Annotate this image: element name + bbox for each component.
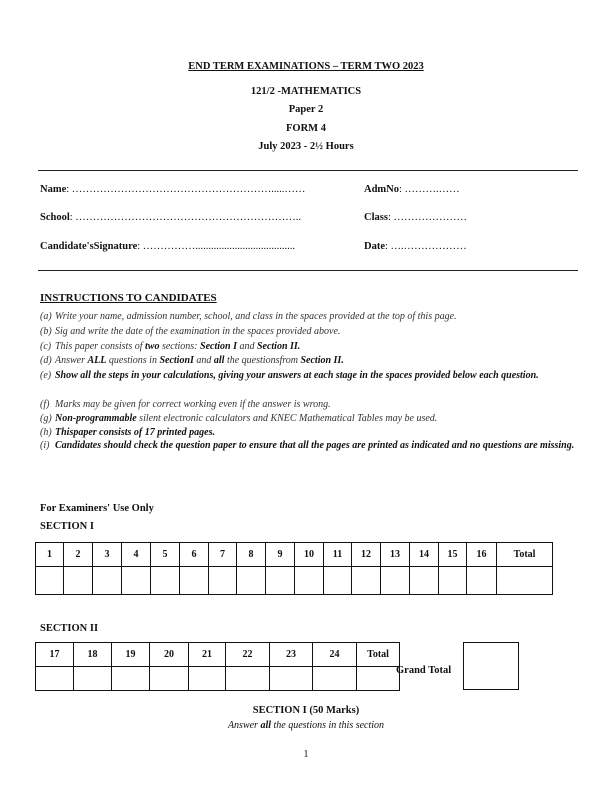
section1-col-header: Total — [497, 543, 553, 567]
exam-title: END TERM EXAMINATIONS – TERM TWO 2023 — [188, 61, 424, 72]
section1-col-header: 11 — [324, 543, 352, 567]
section2-label: SECTION II — [40, 623, 99, 634]
instruction-segment: sections: — [159, 341, 201, 352]
section2-score-table — [35, 642, 400, 691]
section1-col-header: 14 — [410, 543, 439, 567]
instruction-label: (i) — [40, 440, 50, 451]
section1-col-header: 16 — [467, 543, 497, 567]
adm-field[interactable] — [364, 184, 460, 195]
class-label: Class — [364, 212, 388, 223]
divider-bottom — [38, 270, 578, 271]
section2-score-cell[interactable] — [150, 667, 189, 691]
instruction-label: (e) — [40, 370, 52, 381]
instruction-item — [40, 370, 580, 382]
divider-top — [38, 170, 578, 171]
instruction-segment: questions in — [106, 355, 160, 366]
section-instruction — [0, 720, 612, 731]
instruction-segment: Marks may be given for correct working even if the answer is wrong. — [55, 399, 331, 410]
section1-label: SECTION I — [40, 521, 94, 532]
name-dots: : ………………………………………………….....…… — [66, 184, 306, 195]
instruction-emphasis: Show all the steps in your calculations, giving your answers at each stage in the spaces provided below each question. — [55, 370, 539, 381]
date-dots: : ….……………… — [385, 241, 467, 252]
section1-score-cell[interactable] — [467, 567, 497, 595]
answer-post: the questions in this section — [271, 720, 385, 731]
section2-score-cell[interactable] — [189, 667, 226, 691]
section1-score-cell[interactable] — [352, 567, 381, 595]
section1-score-row — [36, 567, 553, 595]
section1-col-header: 3 — [93, 543, 122, 567]
section1-col-header: 8 — [237, 543, 266, 567]
section2-col-header: 21 — [189, 643, 226, 667]
instruction-label: (d) — [40, 355, 52, 366]
section1-col-header: 1 — [36, 543, 64, 567]
section1-col-header: 10 — [295, 543, 324, 567]
section2-col-header: 23 — [270, 643, 313, 667]
instruction-item — [40, 326, 580, 338]
section2-score-row — [36, 667, 400, 691]
instruction-label: (b) — [40, 326, 52, 337]
instruction-item — [40, 399, 580, 411]
section2-score-cell[interactable] — [357, 667, 400, 691]
section1-score-cell[interactable] — [439, 567, 467, 595]
adm-label: AdmNo — [364, 184, 400, 195]
section1-score-cell[interactable] — [410, 567, 439, 595]
section2-header-row — [36, 643, 400, 667]
name-label: Name — [40, 184, 67, 195]
instruction-label: (h) — [40, 427, 52, 438]
examiners-heading: For Examiners' Use Only — [40, 503, 154, 514]
section1-col-header: 13 — [381, 543, 410, 567]
section1-score-cell[interactable] — [266, 567, 295, 595]
school-label: School — [40, 212, 70, 223]
instruction-text — [55, 413, 575, 425]
section1-col-header: 5 — [151, 543, 180, 567]
section1-score-table — [35, 542, 553, 595]
signature-field[interactable] — [40, 241, 295, 252]
section2-col-header: 22 — [226, 643, 270, 667]
class-dots: : ………………… — [387, 212, 467, 223]
section1-score-cell[interactable] — [122, 567, 151, 595]
instruction-item — [40, 440, 580, 452]
form: FORM 4 — [286, 123, 326, 134]
paper: Paper 2 — [288, 104, 324, 115]
instruction-item — [40, 427, 580, 439]
instructions-heading: INSTRUCTIONS TO CANDIDATES — [40, 292, 217, 304]
section1-score-cell[interactable] — [237, 567, 266, 595]
section-title: SECTION I (50 Marks) — [252, 705, 360, 716]
subject: 121/2 -MATHEMATICS — [250, 86, 362, 97]
instruction-item — [40, 413, 580, 425]
instruction-segment: Write your name, admission number, school, and class in the spaces provided at the top of this page. — [55, 311, 457, 322]
section1-score-cell[interactable] — [381, 567, 410, 595]
section2-col-header: 20 — [150, 643, 189, 667]
section1-col-header: 9 — [266, 543, 295, 567]
signature-dots: : ……………...................................... — [137, 241, 296, 252]
instruction-emphasis: Thispaper consists of 17 printed pages. — [55, 427, 216, 438]
date-field[interactable] — [364, 241, 467, 252]
answer-bold: all — [260, 720, 271, 731]
section2-col-header: 24 — [313, 643, 357, 667]
section2-score-cell[interactable] — [226, 667, 270, 691]
instruction-label: (g) — [40, 413, 52, 424]
instruction-emphasis: Section I — [200, 341, 237, 352]
instruction-label: (f) — [40, 399, 50, 410]
instruction-segment: Sig and write the date of the examination in the spaces provided above. — [55, 326, 341, 337]
page-number: 1 — [303, 749, 309, 760]
section1-score-cell[interactable] — [93, 567, 122, 595]
section1-score-cell[interactable] — [295, 567, 324, 595]
section1-score-cell[interactable] — [209, 567, 237, 595]
instruction-text — [55, 311, 575, 323]
section1-score-cell[interactable] — [151, 567, 180, 595]
class-field[interactable] — [364, 212, 467, 223]
instruction-text — [55, 341, 575, 353]
grand-total-box[interactable] — [463, 642, 519, 690]
date-label: Date — [364, 241, 385, 252]
instruction-segment: Answer — [55, 355, 88, 366]
instruction-segment: silent electronic calculators and KNEC Mathematical Tables may be used. — [136, 413, 438, 424]
instruction-segment: and — [236, 341, 257, 352]
answer-pre: Answer — [227, 720, 261, 731]
instruction-text — [55, 399, 575, 411]
section1-col-header: 4 — [122, 543, 151, 567]
instruction-segment: and — [193, 355, 214, 366]
instruction-text — [55, 427, 575, 439]
section2-score-cell[interactable] — [270, 667, 313, 691]
signature-label: Candidate'sSignature — [40, 241, 138, 252]
name-field[interactable] — [40, 184, 305, 195]
instruction-text — [55, 326, 575, 338]
section2-col-header: 18 — [74, 643, 112, 667]
section1-col-header: 12 — [352, 543, 381, 567]
section1-col-header: 6 — [180, 543, 209, 567]
instruction-text — [55, 355, 575, 367]
section1-col-header: 15 — [439, 543, 467, 567]
instruction-text — [55, 370, 575, 382]
date-duration: July 2023 - 2½ Hours — [258, 141, 354, 152]
section1-score-cell[interactable] — [64, 567, 93, 595]
section1-score-cell[interactable] — [324, 567, 352, 595]
school-field[interactable] — [40, 212, 301, 223]
instruction-emphasis: Section II. — [256, 341, 301, 352]
section2-score-cell[interactable] — [112, 667, 150, 691]
section2-col-header: Total — [357, 643, 400, 667]
section1-col-header: 7 — [209, 543, 237, 567]
section2-score-cell[interactable] — [313, 667, 357, 691]
instruction-emphasis: SectionI — [159, 355, 194, 366]
grand-total-label: Grand Total — [396, 665, 452, 676]
section1-col-header: 2 — [64, 543, 93, 567]
section2-score-cell[interactable] — [74, 667, 112, 691]
section1-score-cell[interactable] — [36, 567, 64, 595]
instruction-emphasis: Candidates should check the question paper to ensure that all the pages are printed as indicated and no questions are missing. — [55, 440, 575, 451]
instruction-text — [55, 440, 575, 452]
section1-score-cell[interactable] — [497, 567, 553, 595]
school-dots: : ……………………………………………………….. — [69, 212, 302, 223]
instruction-emphasis: Non-programmable — [55, 413, 137, 424]
instruction-emphasis: all — [213, 355, 225, 366]
instruction-label: (c) — [40, 341, 52, 352]
instruction-item — [40, 311, 580, 323]
instruction-emphasis: ALL — [87, 355, 107, 366]
instruction-item — [40, 355, 580, 367]
section1-header-row — [36, 543, 553, 567]
section2-col-header: 17 — [36, 643, 74, 667]
instruction-segment: the questionsfrom — [224, 355, 301, 366]
instruction-emphasis: two — [145, 341, 160, 352]
adm-dots: : ……….…… — [399, 184, 460, 195]
instruction-emphasis: Section II. — [300, 355, 344, 366]
instruction-item — [40, 341, 580, 353]
section1-score-cell[interactable] — [180, 567, 209, 595]
section2-score-cell[interactable] — [36, 667, 74, 691]
instruction-label: (a) — [40, 311, 52, 322]
section2-col-header: 19 — [112, 643, 150, 667]
instruction-segment: This paper consists of — [55, 341, 146, 352]
